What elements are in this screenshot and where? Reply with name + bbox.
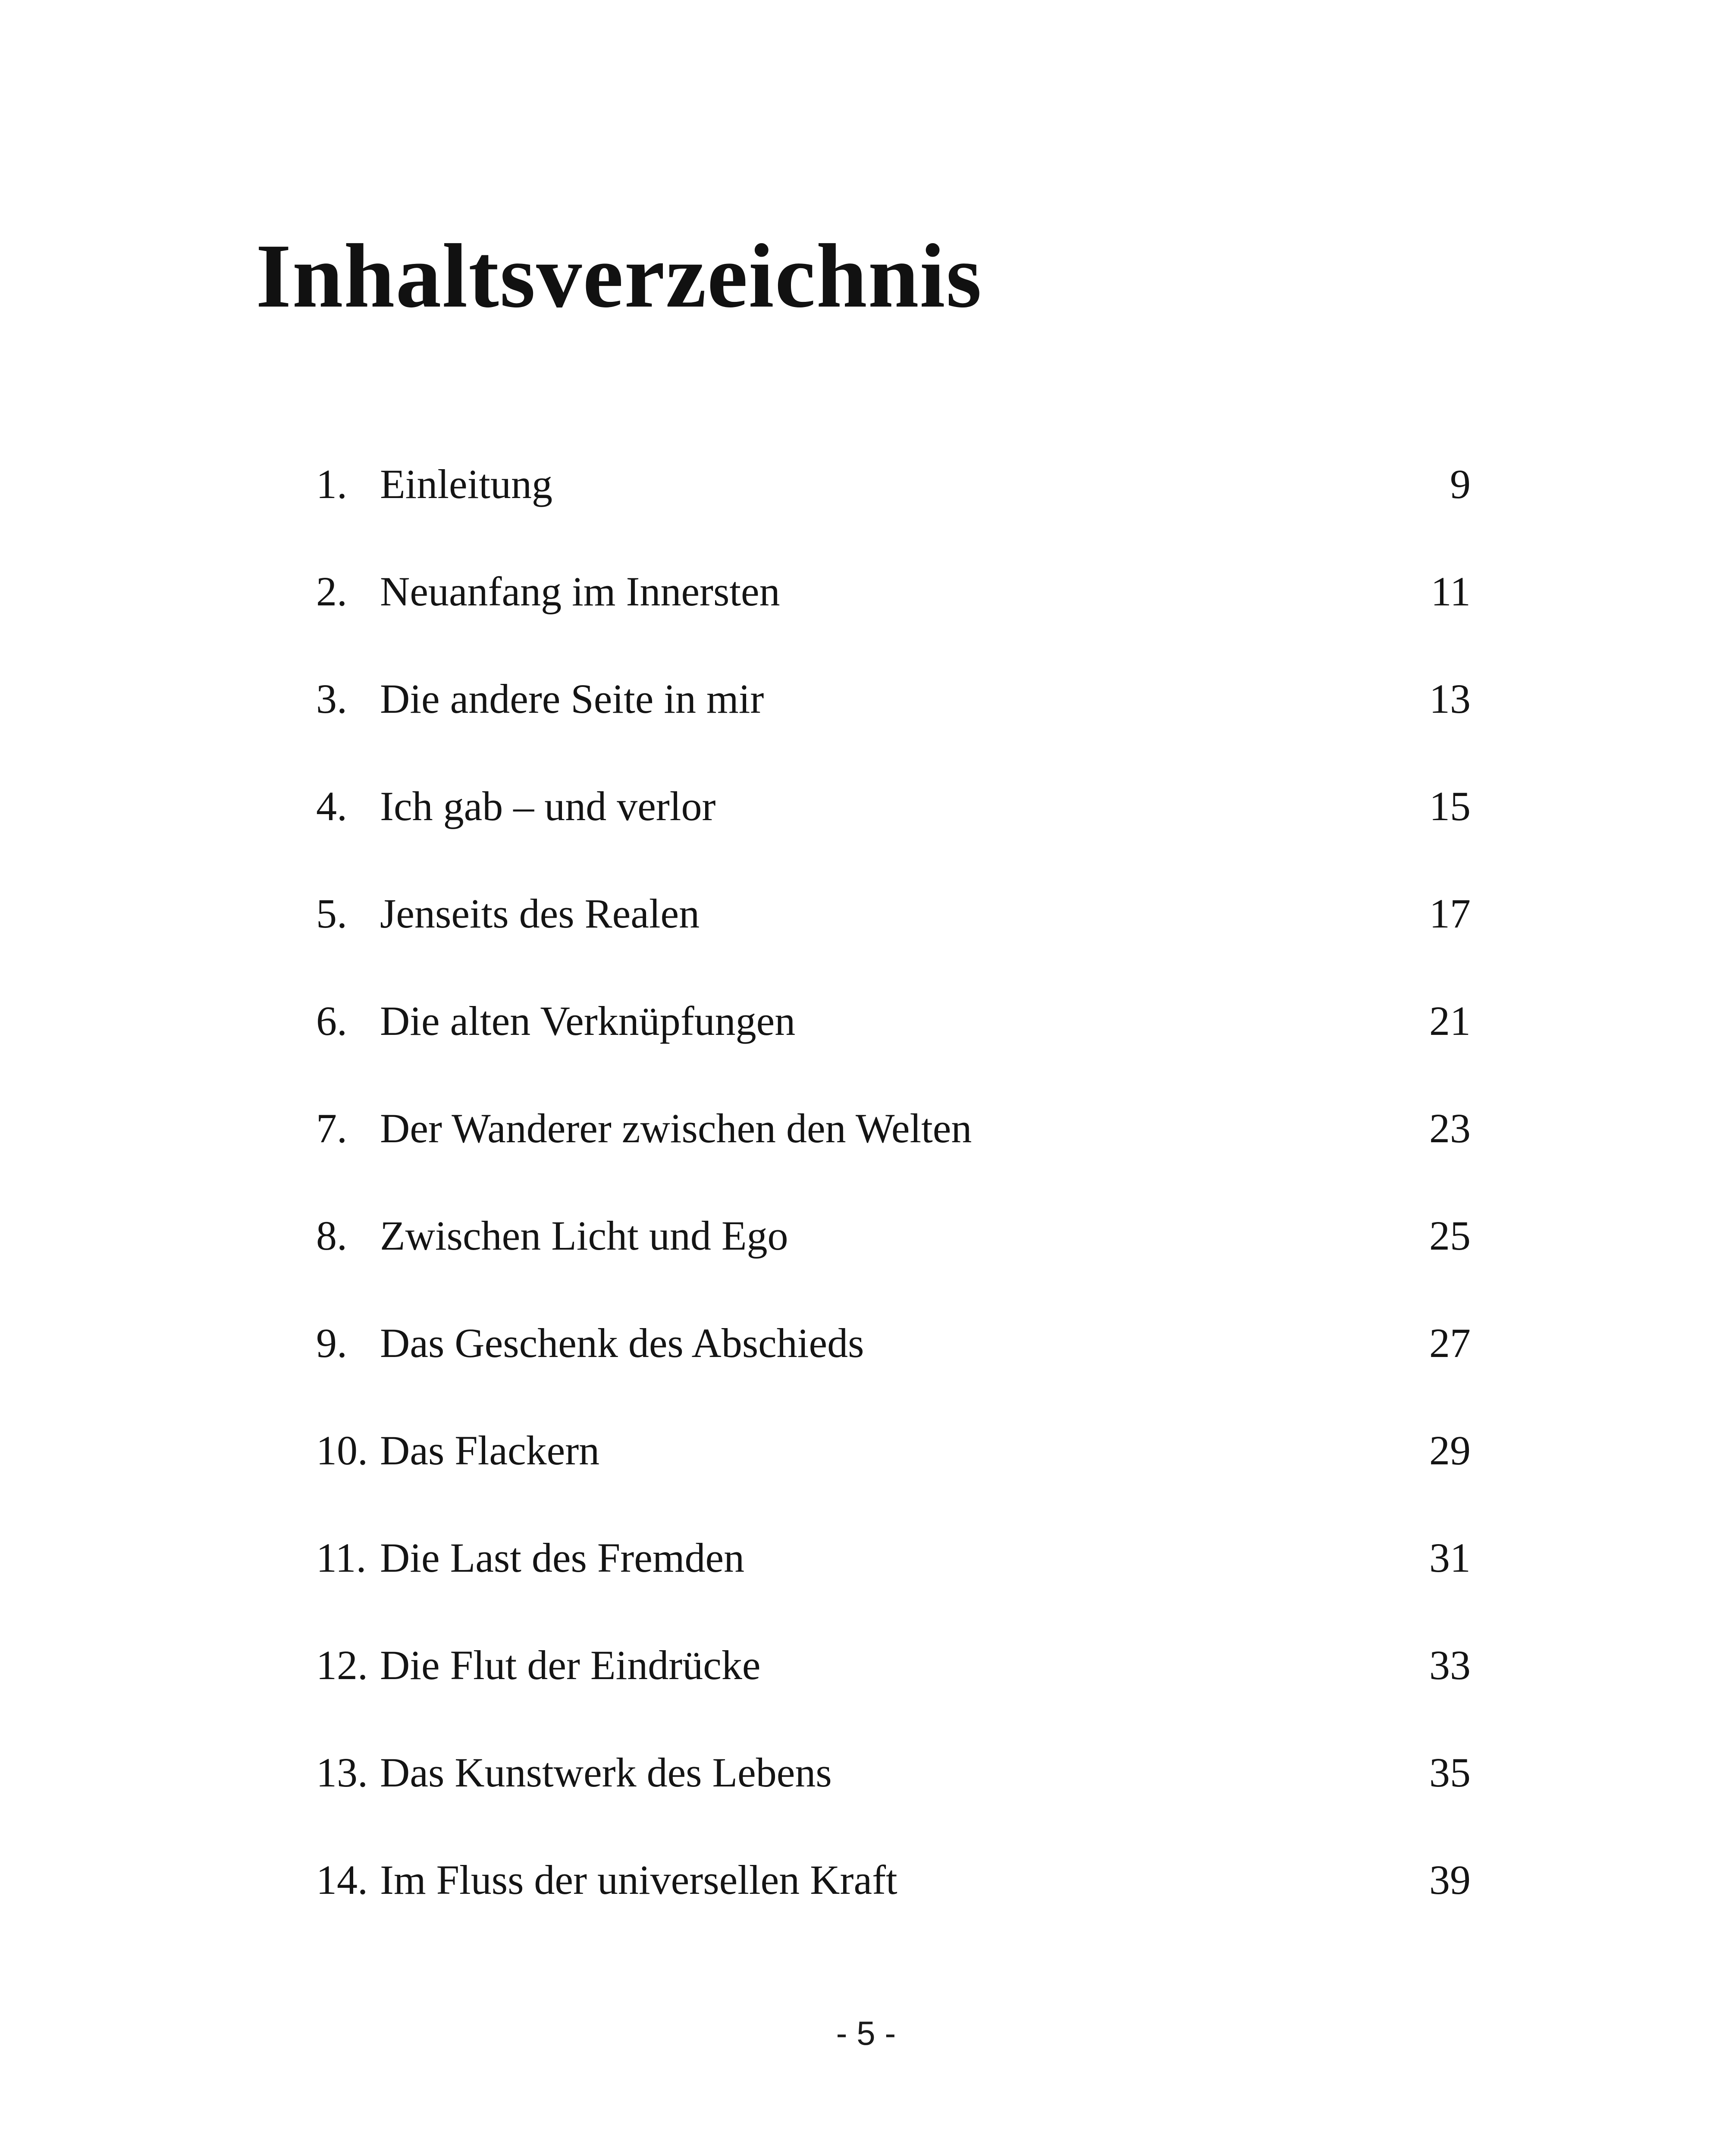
toc-entry: [316, 1098, 1471, 1159]
toc-entry: [316, 1206, 1471, 1266]
toc-entry-page: 11: [1431, 568, 1471, 614]
toc-entry-title: Jenseits des Realen: [380, 890, 700, 937]
toc-entry-page: 13: [1429, 676, 1471, 722]
page-title: Inhaltsverzeichnis: [256, 225, 982, 326]
toc-entry-page: 35: [1429, 1749, 1471, 1796]
toc-entry-page: 31: [1429, 1535, 1471, 1581]
toc-entry: [316, 884, 1471, 944]
toc-entry-page: 9: [1450, 461, 1471, 507]
toc-entry-number: 9.: [316, 1320, 347, 1366]
toc-entry-title: Zwischen Licht und Ego: [380, 1213, 788, 1259]
toc-entry: [316, 561, 1471, 622]
toc-entry-title: Neuanfang im Innersten: [380, 568, 780, 614]
toc-entry-title: Der Wanderer zwischen den Welten: [380, 1105, 972, 1151]
toc-entry-number: 7.: [316, 1105, 347, 1151]
toc-entry-number: 3.: [316, 676, 347, 722]
toc-entry: [316, 1313, 1471, 1373]
toc-entry-page: 15: [1429, 783, 1471, 829]
toc-entry-title: Ich gab – und verlor: [380, 783, 716, 829]
toc-entry-page: 21: [1429, 998, 1471, 1044]
toc-entry: [316, 776, 1471, 837]
toc-entry: [316, 1742, 1471, 1803]
toc-entry-title: Die Flut der Eindrücke: [380, 1642, 761, 1688]
toc-entry-title: Im Fluss der universellen Kraft: [380, 1857, 897, 1903]
toc-entry: [316, 669, 1471, 729]
toc-entry-number: 12.: [316, 1642, 368, 1688]
toc-entry-title: Das Kunstwerk des Lebens: [380, 1749, 832, 1796]
toc-entry-number: 13.: [316, 1749, 368, 1796]
toc-entry-title: Das Flackern: [380, 1427, 600, 1473]
toc-entry: [316, 1528, 1471, 1588]
toc-entry-number: 14.: [316, 1857, 368, 1903]
toc-entry-page: 25: [1429, 1213, 1471, 1259]
page-number: - 5 -: [836, 2014, 896, 2052]
toc-entry-page: 27: [1429, 1320, 1471, 1366]
toc-entry: [316, 454, 1471, 514]
toc-entry-page: 39: [1429, 1857, 1471, 1903]
toc-entry-number: 2.: [316, 568, 347, 614]
toc-entry-title: Einleitung: [380, 461, 552, 507]
toc-entry-page: 17: [1429, 890, 1471, 937]
toc-entry: [316, 1420, 1471, 1481]
toc-entry-number: 6.: [316, 998, 347, 1044]
toc-entry-page: 23: [1429, 1105, 1471, 1151]
toc-entry: [316, 1850, 1471, 1910]
toc-entry-title: Die alten Verknüpfungen: [380, 998, 796, 1044]
toc-entry-title: Die Last des Fremden: [380, 1535, 745, 1581]
toc-entry: [316, 991, 1471, 1051]
toc-entry-number: 5.: [316, 890, 347, 937]
toc-entry-number: 1.: [316, 461, 347, 507]
toc-entry-page: 33: [1429, 1642, 1471, 1688]
toc-entry-page: 29: [1429, 1427, 1471, 1473]
toc-entry-title: Das Geschenk des Abschieds: [380, 1320, 864, 1366]
toc-entry-number: 11.: [316, 1535, 367, 1581]
toc-entry-title: Die andere Seite in mir: [380, 676, 764, 722]
toc-entry-number: 10.: [316, 1427, 368, 1473]
toc-entry-number: 4.: [316, 783, 347, 829]
toc-entry-number: 8.: [316, 1213, 347, 1259]
toc-entry: [316, 1635, 1471, 1695]
